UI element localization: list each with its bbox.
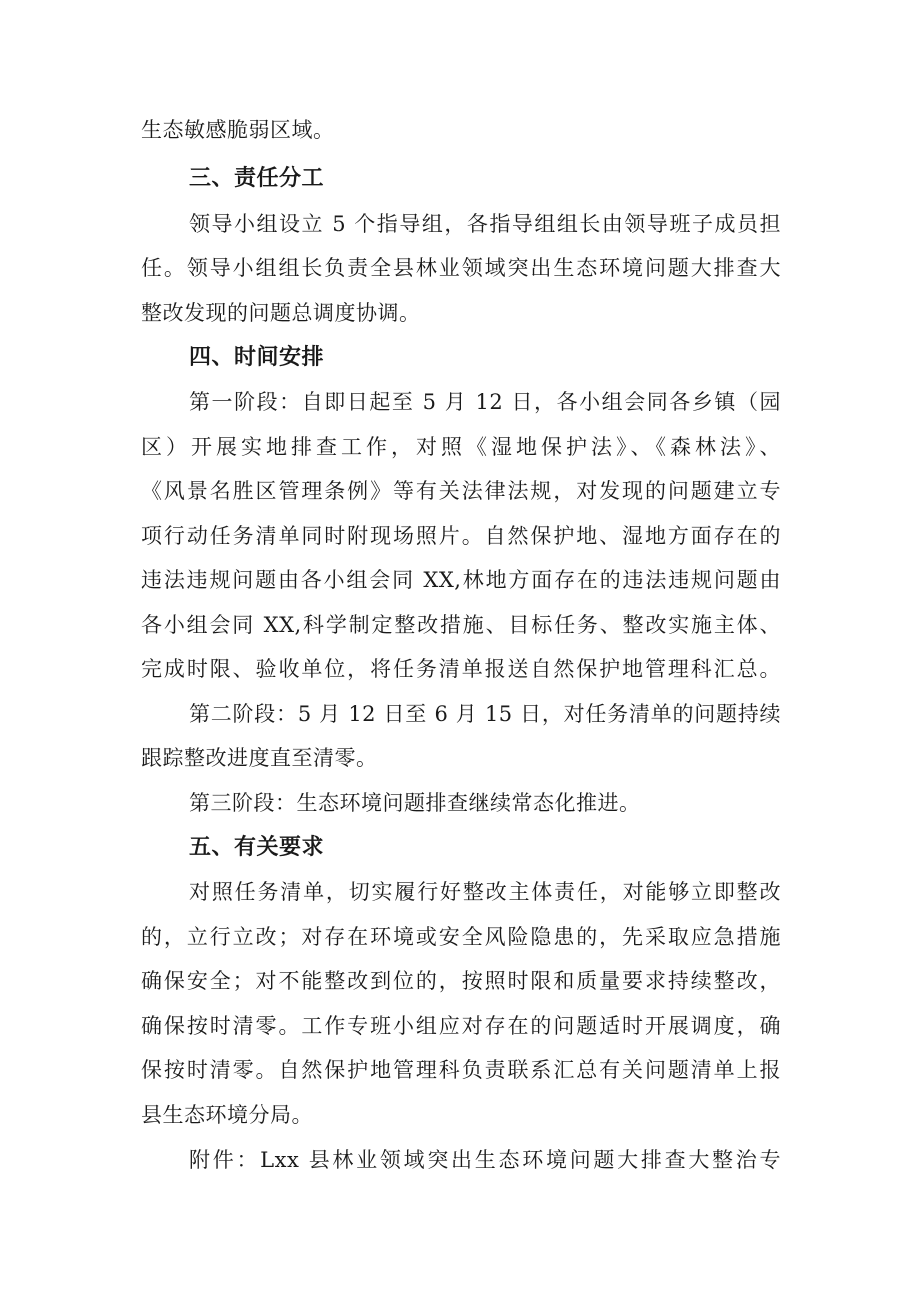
body-text-line: 完成时限、验收单位，将任务清单报送自然保护地管理科汇总。	[141, 657, 781, 681]
body-text-line: 违法违规问题由各小组会同 XX,林地方面存在的违法违规问题由	[141, 568, 781, 592]
body-text-line: 跟踪整改进度直至清零。	[141, 746, 378, 770]
body-text-line: 保按时清零。自然保护地管理科负责联系汇总有关问题清单上报	[141, 1058, 781, 1082]
body-text-line: 各小组会同 XX,科学制定整改措施、目标任务、整改实施主体、	[141, 613, 781, 637]
body-text-line: 任。领导小组组长负责全县林业领域突出生态环境问题大排查大	[141, 256, 781, 280]
body-text-line: 第一阶段：自即日起至 5 月 12 日，各小组会同各乡镇（园	[189, 390, 781, 414]
section-heading-schedule: 四、时间安排	[189, 345, 325, 370]
body-text-line: 领导小组设立 5 个指导组，各指导组组长由领导班子成员担	[189, 212, 781, 236]
body-text-line: 县生态环境分局。	[141, 1103, 313, 1127]
body-text-line: 项行动任务清单同时附现场照片。自然保护地、湿地方面存在的	[141, 524, 781, 548]
body-text-line: 第三阶段：生态环境问题排查继续常态化推进。	[189, 791, 641, 815]
body-text-line: 区）开展实地排查工作，对照《湿地保护法》、《森林法》、	[141, 435, 781, 459]
body-text-line: 生态敏感脆弱区域。	[141, 118, 335, 142]
body-text-line: 整改发现的问题总调度协调。	[141, 301, 421, 325]
section-heading-requirements: 五、有关要求	[189, 835, 325, 860]
attachment-line: 附件：Lxx 县林业领域突出生态环境问题大排查大整治专	[189, 1148, 781, 1172]
body-text-line: 确保安全；对不能整改到位的，按照时限和质量要求持续整改，	[141, 969, 781, 993]
body-text-line: 确保按时清零。工作专班小组应对存在的问题适时开展调度，确	[141, 1014, 781, 1038]
body-text-line: 的，立行立改；对存在环境或安全风险隐患的，先采取应急措施	[141, 925, 781, 949]
body-text-line: 对照任务清单，切实履行好整改主体责任，对能够立即整改	[189, 880, 781, 904]
body-text-line: 第二阶段：5 月 12 日至 6 月 15 日，对任务清单的问题持续	[189, 702, 781, 726]
section-heading-responsibility: 三、责任分工	[189, 166, 325, 191]
body-text-line: 《风景名胜区管理条例》等有关法律法规，对发现的问题建立专	[141, 479, 781, 503]
